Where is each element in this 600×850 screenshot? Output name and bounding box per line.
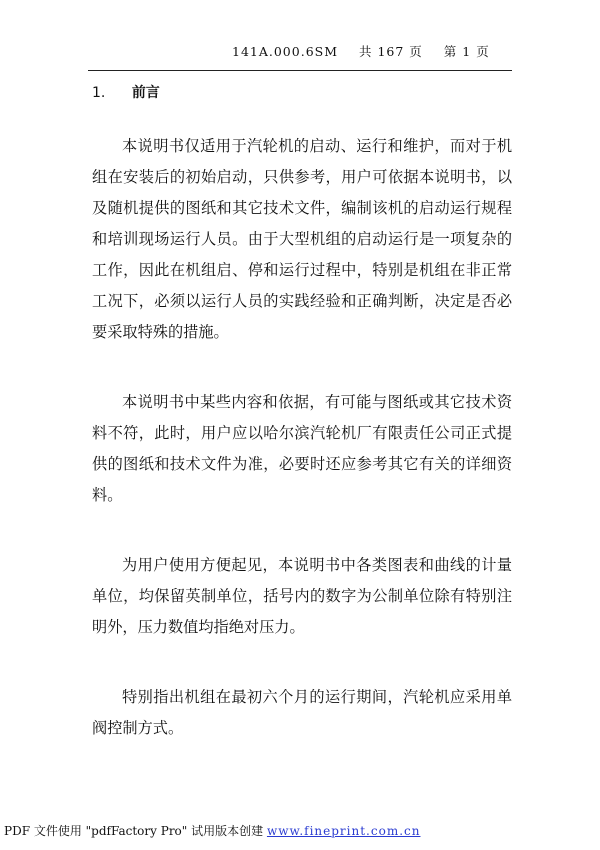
section-number: 1.: [92, 85, 106, 101]
section-title: 前言: [131, 85, 160, 101]
paragraph-2: 本说明书中某些内容和依据，有可能与图纸或其它技术资料不符，此时，用户应以哈尔滨汽轮机厂有限责任公司正式提供的图纸和技术文件为准，必要时还应参考其它有关的详细资料。: [92, 393, 512, 504]
paragraph-4: 特别指出机组在最初六个月的运行期间，汽轮机应采用单阀控制方式。: [92, 688, 512, 737]
header-rule: [88, 70, 512, 71]
section-heading: [92, 82, 160, 102]
paragraph-1: 本说明书仅适用于汽轮机的启动、运行和维护，而对于机组在安装后的初始启动，只供参考，用户可依据本说明书，以及随机提供的图纸和其它技术文件，编制该机的启动运行规程和培训现场运行人员。由于大型机组的启动运行是一项复杂的工作，因此在机组启、停和运行过程中，特别是机组在非正常工况下，必须以运行人员的实践经验和正确判断，决定是否必要采取特殊的措施。: [92, 137, 512, 341]
footer-link[interactable]: www.fineprint.com.cn: [266, 824, 421, 838]
page-number: 第 1 页: [443, 44, 490, 59]
document-code: 141A.000.6SM: [232, 44, 339, 59]
footer-text: PDF 文件使用 "pdfFactory Pro" 试用版本创建: [4, 824, 264, 838]
pdf-footer: [4, 822, 420, 839]
paragraph-3: 为用户使用方便起见，本说明书中各类图表和曲线的计量单位，均保留英制单位，括号内的数字为公制单位除有特别注明外，压力数值均指绝对压力。: [92, 556, 512, 636]
body-text: [92, 131, 512, 783]
page-header: [232, 42, 506, 60]
total-pages: 共 167 页: [359, 44, 423, 59]
